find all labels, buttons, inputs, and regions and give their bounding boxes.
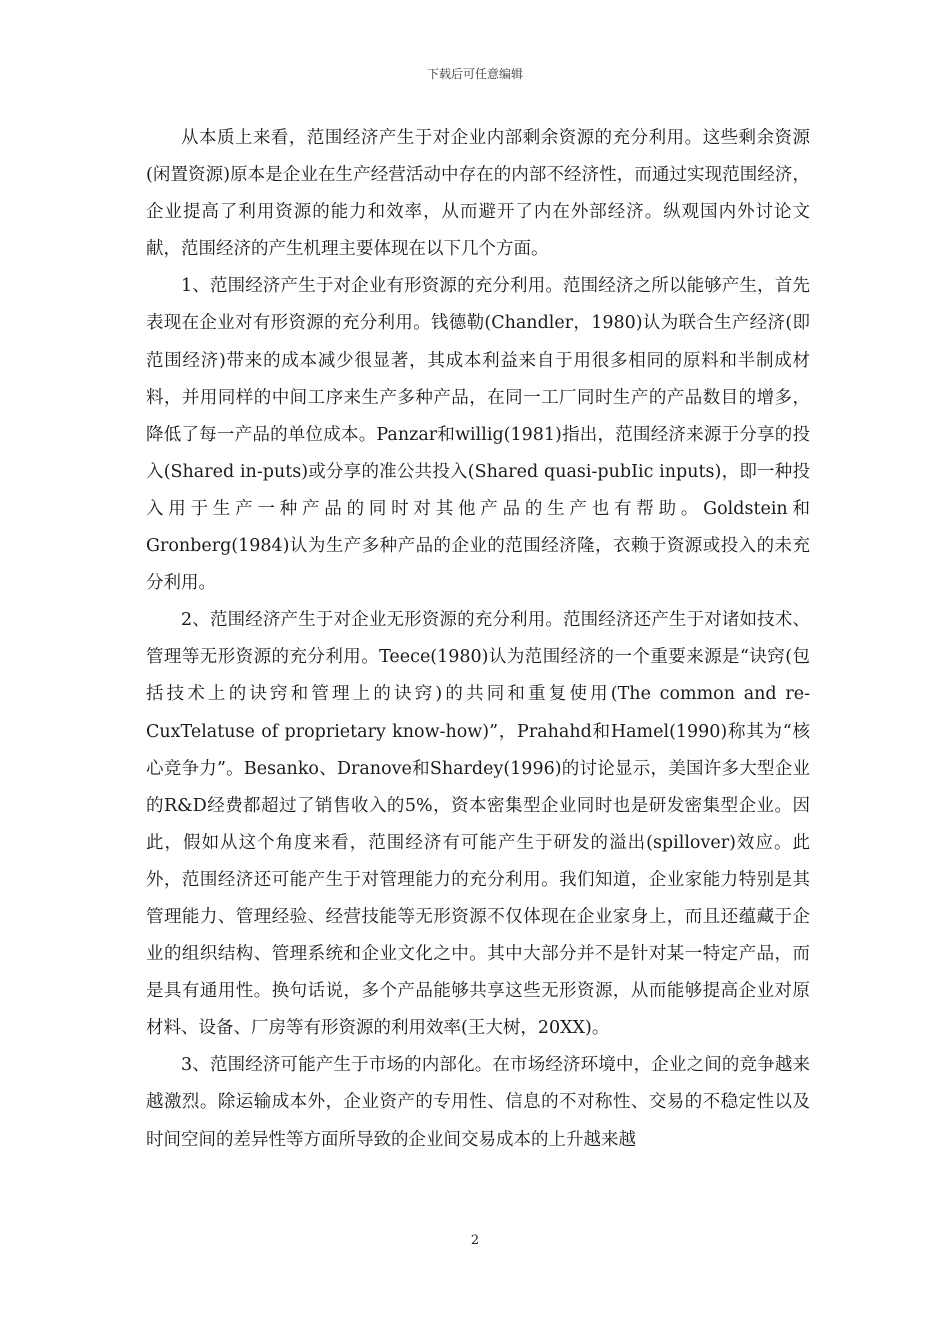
paragraph-intro: 从本质上来看，范围经济产生于对企业内部剩余资源的充分利用。这些剩余资源(闲置资源)原本是企业在生产经营活动中存在的内部不经济性，而通过实现范围经济，企业提高了利用资源的能力和效率，从而避开了内在外部经济。纵观国内外讨论文献，范围经济的产生机理主要体现在以下几个方面。 xyxy=(146,128,810,260)
document-body xyxy=(146,120,810,1159)
page-number: 2 xyxy=(470,1233,480,1248)
paragraph-market-internalization: 3、范围经济可能产生于市场的内部化。在市场经济环境中，企业之间的竞争越来越激烈。除运输成本外，企业资产的专用性、信息的不对称性、交易的不稳定性以及时间空间的差异性等方面所导致的企业间交易成本的上升越来越 xyxy=(146,1055,810,1150)
paragraph-intangible-resources: 2、范围经济产生于对企业无形资源的充分利用。范围经济还产生于对诸如技术、管理等无形资源的充分利用。Teece(1980)认为范围经济的一个重要来源是“诀窍(包括技术上的诀窍和管理上的诀窍)的共同和重复使用(The common and re-CuxTelatuse of proprietary know-how)”，Prahahd和Hamel(1990)称其为“核心竞争力”。Besanko、Dranove和Shardey(1996)的讨论显示，美国许多大型企业的R&D经费都超过了销售收入的5%，资本密集型企业同时也是研发密集型企业。因此，假如从这个角度来看，范围经济有可能产生于研发的溢出(spillover)效应。此外，范围经济还可能产生于对管理能力的充分利用。我们知道，企业家能力特别是其管理能力、管理经验、经营技能等无形资源不仅体现在企业家身上，而且还蕴藏于企业的组织结构、管理系统和企业文化之中。其中大部分并不是针对某一特定产品，而是具有通用性。换句话说，多个产品能够共享这些无形资源，从而能够提高企业对原材料、设备、厂房等有形资源的利用效率(王大树，20XX)。 xyxy=(146,610,810,1039)
paragraph-tangible-resources: 1、范围经济产生于对企业有形资源的充分利用。范围经济之所以能够产生，首先表现在企业对有形资源的充分利用。钱德勒(Chandler，1980)认为联合生产经济(即范围经济)带来的成本减少很显著，其成本利益来自于用很多相同的原料和半制成材料，并用同样的中间工序来生产多种产品，在同一工厂同时生产的产品数目的增多，降低了每一产品的单位成本。Panzar和willig(1981)指出，范围经济来源于分享的投入(Shared in-puts)或分享的准公共投入(Shared quasi-pubIic inputs)，即一种投入用于生产一种产品的同时对其他产品的生产也有帮助。Goldstein和Gronberg(1984)认为生产多种产品的企业的范围经济隆，衣赖于资源或投入的未充分利用。 xyxy=(146,276,810,594)
page-header: 下载后可任意编辑 xyxy=(426,67,523,81)
